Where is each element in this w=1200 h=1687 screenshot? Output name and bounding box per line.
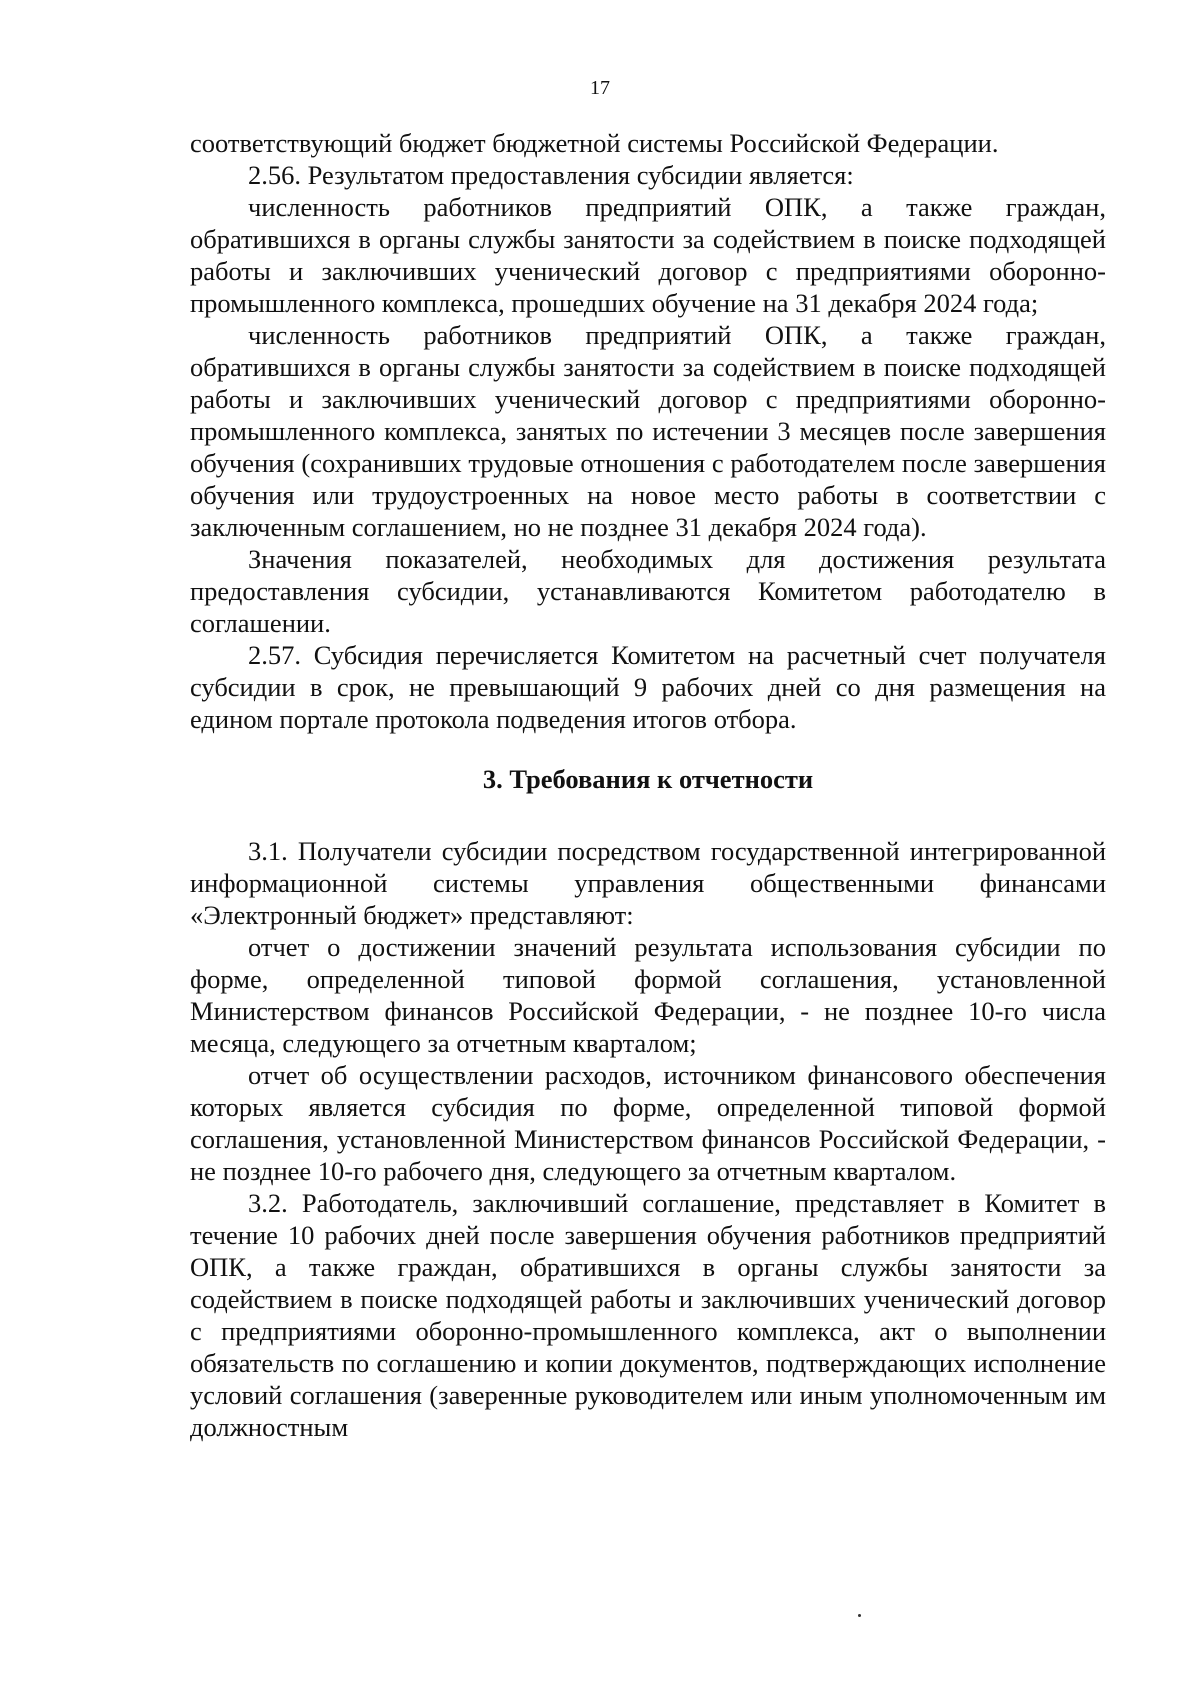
paragraph-2-57: 2.57. Субсидия перечисляется Комитетом на расчетный счет получателя субсидии в срок, не превышающий 9 рабочих дней со дня размещения на едином портале протокола подведения итогов отбора. — [190, 640, 1106, 734]
paragraph-2-56: 2.56. Результатом предоставления субсидии является: — [248, 160, 854, 190]
paragraph-3-2: 3.2. Работодатель, заключивший соглашение, представляет в Комитет в течение 10 рабочих дней после завершения обучения работников предприятий ОПК, а также граждан, обратившихся в органы службы занятости за содействием в поиске подходящей работы и заключивших ученический договор с предприятиями оборонно-промышленного комплекса, акт о выполнении обязательств по соглашению и копии документов, подтверждающих исполнение условий соглашения (заверенные руководителем или иным уполномоченным им должностным — [190, 1188, 1106, 1442]
page-number: 17 — [590, 77, 610, 99]
document-body — [190, 127, 1106, 1443]
scan-dot-mark — [858, 1614, 861, 1617]
paragraph-indicator-values: Значения показателей, необходимых для достижения результата предоставления субсидии, устанавливаются Комитетом работодателю в соглашении. — [190, 544, 1106, 638]
paragraph-continuation: соответствующий бюджет бюджетной системы Российской Федерации. — [190, 128, 999, 158]
paragraph-report-results: отчет о достижении значений результата использования субсидии по форме, определенной типовой формой соглашения, установленной Министерством финансов Российской Федерации, - не позднее 10-го числа месяца, следующего за отчетным кварталом; — [190, 932, 1106, 1058]
paragraph-3-1: 3.1. Получатели субсидии посредством государственной интегрированной информационной системы управления общественными финансами «Электронный бюджет» представляют: — [190, 836, 1106, 930]
section-heading: 3. Требования к отчетности — [482, 764, 814, 794]
paragraph-report-expenses: отчет об осуществлении расходов, источником финансового обеспечения которых является субсидия по форме, определенной типовой формой соглашения, установленной Министерством финансов Российской Федерации, - не позднее 10-го рабочего дня, следующего за отчетным кварталом. — [190, 1060, 1106, 1186]
paragraph-result-trained: численность работников предприятий ОПК, а также граждан, обратившихся в органы службы занятости за содействием в поиске подходящей работы и заключивших ученический договор с предприятиями оборонно-промышленного комплекса, прошедших обучение на 31 декабря 2024 года; — [190, 192, 1106, 318]
paragraph-result-employed: численность работников предприятий ОПК, а также граждан, обратившихся в органы службы занятости за содействием в поиске подходящей работы и заключивших ученический договор с предприятиями оборонно-промышленного комплекса, занятых по истечении 3 месяцев после завершения обучения (сохранивших трудовые отношения с работодателем после завершения обучения или трудоустроенных на новое место работы в соответствии с заключенным соглашением, но не позднее 31 декабря 2024 года). — [190, 320, 1106, 542]
